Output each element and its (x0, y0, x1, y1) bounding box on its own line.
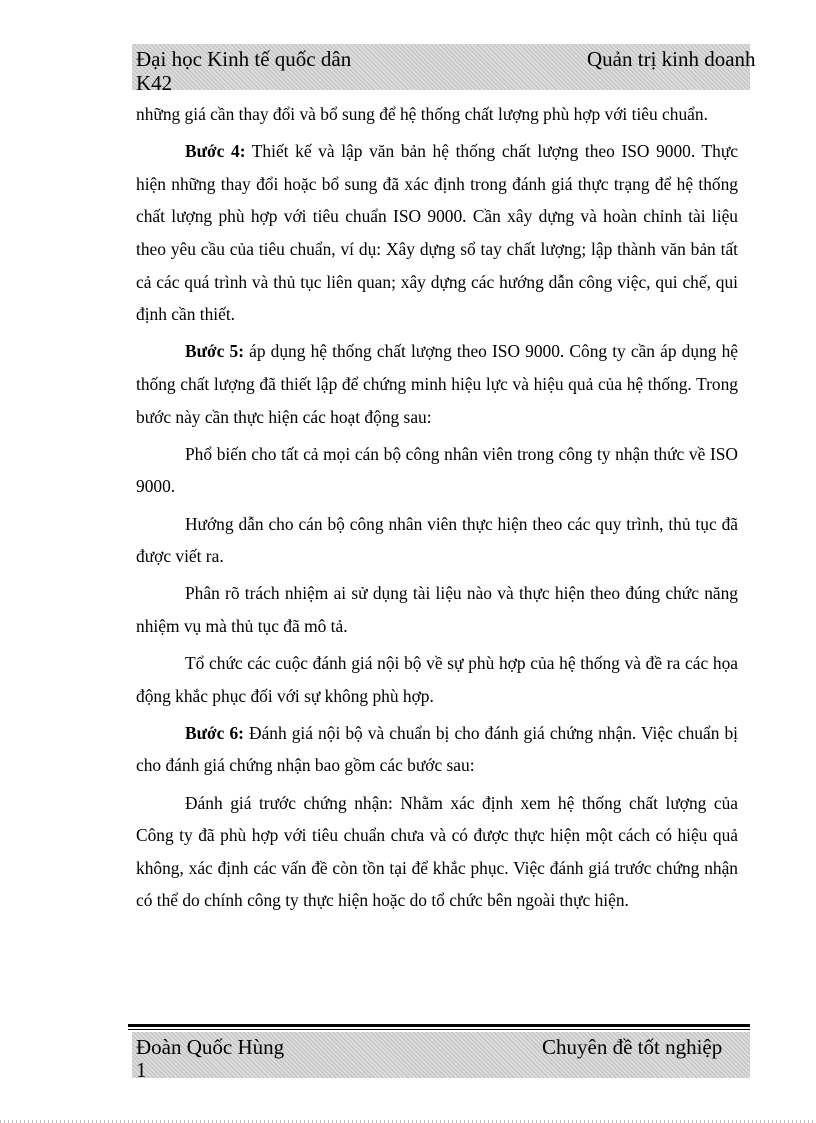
page-number: 1 (136, 1058, 147, 1082)
footer-rule-thin (128, 1029, 750, 1030)
footer-rule-thick (128, 1024, 750, 1027)
paragraph-text: Thiết kế và lập văn bản hệ thống chất lượng theo ISO 9000. Thực hiện những thay đổi hoặc bổ sung đã xác định trong đánh giá thực trạng để hệ thống chất lượng phù hợp với tiêu chuẩn ISO 9000. Cần xây dựng và hoàn chỉnh tài liệu theo yêu cầu của tiêu chuẩn, ví dụ: Xây dựng sổ tay chất lượng; lập thành văn bản tất cả các quá trình và thủ tục liên quan; xây dựng các hướng dẫn công việc, qui chế, qui định cần thiết. (136, 141, 739, 325)
header-class: K42 (136, 71, 173, 95)
paragraph-text: Phổ biến cho tất cả mọi cán bộ công nhân viên trong công ty nhận thức về ISO 9000. (136, 443, 738, 497)
paragraph-step-4 (136, 135, 738, 331)
header-department: Quản trị kinh doanh (587, 47, 756, 71)
paragraph-text: Hướng dẫn cho cán bộ công nhân viên thực hiện theo các quy trình, thủ tục đã được viết ra. (136, 513, 738, 567)
footer-title: Chuyên đề tốt nghiệp (542, 1035, 723, 1059)
paragraph-9 (136, 787, 738, 917)
paragraph-text: Đánh giá nội bộ và chuẩn bị cho đánh giá chứng nhận. Việc chuẩn bị cho đánh giá chứng nhận bao gồm các bước sau: (136, 722, 738, 776)
paragraph-text: Tổ chức các cuộc đánh giá nội bộ về sự phù hợp của hệ thống và đề ra các họa động khắc phục đối với sự không phù hợp. (136, 653, 738, 706)
paragraph-5 (136, 508, 738, 573)
footer-author: Đoàn Quốc Hùng (136, 1035, 285, 1059)
paragraph-text: những giá cần thay đổi và bổ sung để hệ thống chất lượng phù hợp với tiêu chuẩn. (136, 104, 708, 124)
paragraph-step-5 (136, 335, 738, 433)
paragraph-6 (136, 577, 738, 642)
header-university: Đại học Kinh tế quốc dân (136, 47, 352, 71)
paragraph-text: áp dụng hệ thống chất lượng theo ISO 9000. Công ty cần áp dụng hệ thống chất lượng đã thiết lập để chứng minh hiệu lực và hiệu quả của hệ thống. Trong bước này cần thực hiện các hoạt động sau: (136, 341, 738, 427)
paragraph-7 (136, 647, 738, 712)
paragraph-1 (136, 98, 738, 131)
document-body (136, 98, 738, 922)
paragraph-text: Đánh giá trước chứng nhận: Nhằm xác định xem hệ thống chất lượng của Công ty đã phù hợp với tiêu chuẩn chưa và có được thực hiện một cách có hiệu quả không, xác định các vấn đề còn tồn tại để khắc phục. Việc đánh giá trước chứng nhận có thể do chính công ty thực hiện hoặc do tổ chức bên ngoài thực hiện. (136, 792, 738, 911)
paragraph-step-6 (136, 717, 738, 782)
paragraph-text: Phân rõ trách nhiệm ai sử dụng tài liệu nào và thực hiện theo đúng chức năng nhiệm vụ mà thủ tục đã mô tả. (136, 583, 738, 636)
step-heading: Bước 5: (185, 341, 244, 362)
step-heading: Bước 6: (185, 722, 244, 743)
paragraph-4 (136, 438, 738, 503)
step-heading: Bước 4: (185, 141, 246, 162)
